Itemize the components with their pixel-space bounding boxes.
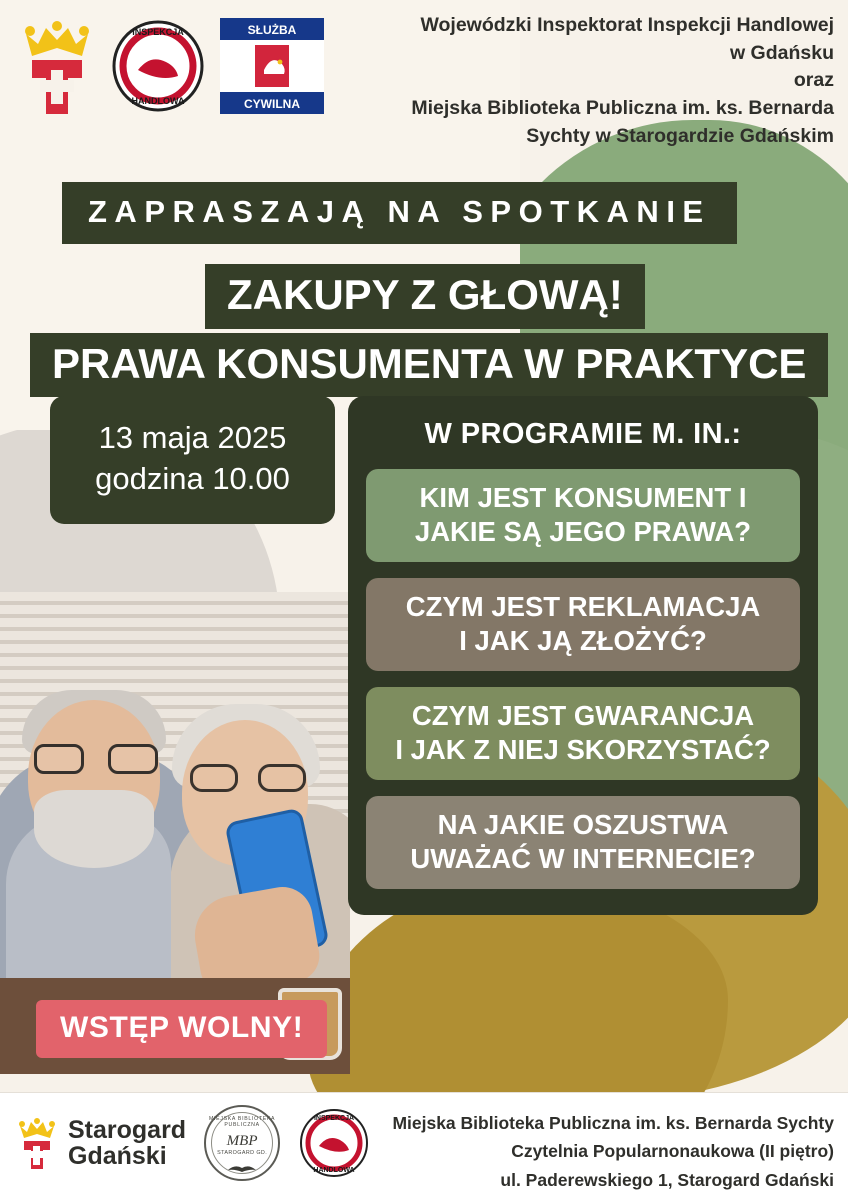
organizer-line-5: Sychty w Starogardzie Gdańskim <box>526 124 834 147</box>
photo-man-glasses <box>34 744 158 774</box>
photo-man-beard <box>34 790 154 868</box>
poster-header <box>0 0 848 168</box>
program-item <box>366 796 800 889</box>
program-item-line-1: CZYM JEST REKLAMACJA <box>405 591 761 623</box>
invite-banner: ZAPRASZAJĄ NA SPOTKANIE <box>62 182 737 244</box>
footer-address <box>392 1109 834 1194</box>
header-logo-group <box>18 18 324 114</box>
mbp-seal-top-text: MIEJSKA BIBLIOTEKA PUBLICZNA <box>208 1116 276 1128</box>
svg-text:INSPEKCJA: INSPEKCJA <box>132 27 184 37</box>
poster-title <box>30 264 828 397</box>
program-item <box>366 687 800 780</box>
organizer-line-3: oraz <box>793 69 834 92</box>
svg-text:HANDLOWA: HANDLOWA <box>131 96 185 106</box>
footer-starogard-logo <box>16 1117 186 1170</box>
free-entry-badge: WSTĘP WOLNY! <box>36 1000 327 1058</box>
program-item-line-1: KIM JEST KONSUMENT I <box>419 482 747 513</box>
footer-inspekcja-handlowa-logo <box>298 1107 370 1179</box>
footer-starogard-line-1: Starogard <box>68 1115 187 1144</box>
footer-address-line-3: ul. Paderewskiego 1, Starogard Gdański <box>500 1169 834 1190</box>
event-date-box <box>50 396 335 524</box>
program-item-line-2: UWAŻAĆ W INTERNECIE? <box>410 842 756 874</box>
poster-footer <box>0 1092 848 1200</box>
title-line-2: PRAWA KONSUMENTA W PRAKTYCE <box>30 333 828 398</box>
program-item-line-1: CZYM JEST GWARANCJA <box>411 700 755 732</box>
event-time: godzina 10.00 <box>95 460 290 496</box>
starogard-gdanski-crown-logo <box>18 18 96 114</box>
organizer-line-2: w Gdańsku <box>729 41 834 64</box>
footer-address-line-1: Miejska Biblioteka Publiczna im. ks. Bernarda Sychty <box>392 1113 834 1133</box>
inspekcja-handlowa-logo <box>110 18 206 114</box>
program-heading: W PROGRAMIE M. IN.: <box>424 418 742 450</box>
footer-logo-group <box>16 1105 370 1181</box>
mbp-seal-main-text: MBP <box>226 1133 258 1149</box>
svg-text:INSPEKCJA: INSPEKCJA <box>314 1115 355 1122</box>
open-book-icon <box>227 1159 257 1171</box>
mbp-seal-sub-text: STAROGARD GD. <box>217 1150 268 1156</box>
footer-address-line-2: Czytelnia Popularnonaukowa (II piętro) <box>511 1141 834 1162</box>
svg-text:CYWILNA: CYWILNA <box>244 97 300 111</box>
program-panel <box>348 396 818 915</box>
footer-starogard-line-2: Gdański <box>68 1142 167 1170</box>
mbp-seal-logo <box>204 1105 280 1181</box>
organizer-line-4: Miejska Biblioteka Publiczna im. ks. Bernarda <box>411 97 834 120</box>
starogard-crown-icon <box>16 1117 58 1169</box>
program-item-line-1: NA JAKIE OSZUSTWA <box>437 809 729 841</box>
svg-text:HANDLOWA: HANDLOWA <box>313 1167 355 1174</box>
svg-text:SŁUŻBA: SŁUŻBA <box>247 23 297 37</box>
organizer-text <box>314 12 834 150</box>
program-item-line-2: JAKIE SĄ JEGO PRAWA? <box>414 515 752 547</box>
photo-woman-glasses <box>190 764 306 792</box>
program-item <box>366 469 800 562</box>
program-item-line-2: I JAK Z NIEJ SKORZYSTAĆ? <box>395 733 771 765</box>
organizer-line-1: Wojewódzki Inspektorat Inspekcji Handlowej <box>420 14 834 36</box>
program-item-line-2: I JAK JĄ ZŁOŻYĆ? <box>459 624 707 656</box>
program-item <box>366 578 800 671</box>
title-line-1: ZAKUPY Z GŁOWĄ! <box>205 264 645 329</box>
event-date: 13 maja 2025 <box>98 420 287 455</box>
sluzba-cywilna-logo <box>220 18 324 114</box>
footer-starogard-wordmark <box>68 1117 186 1170</box>
